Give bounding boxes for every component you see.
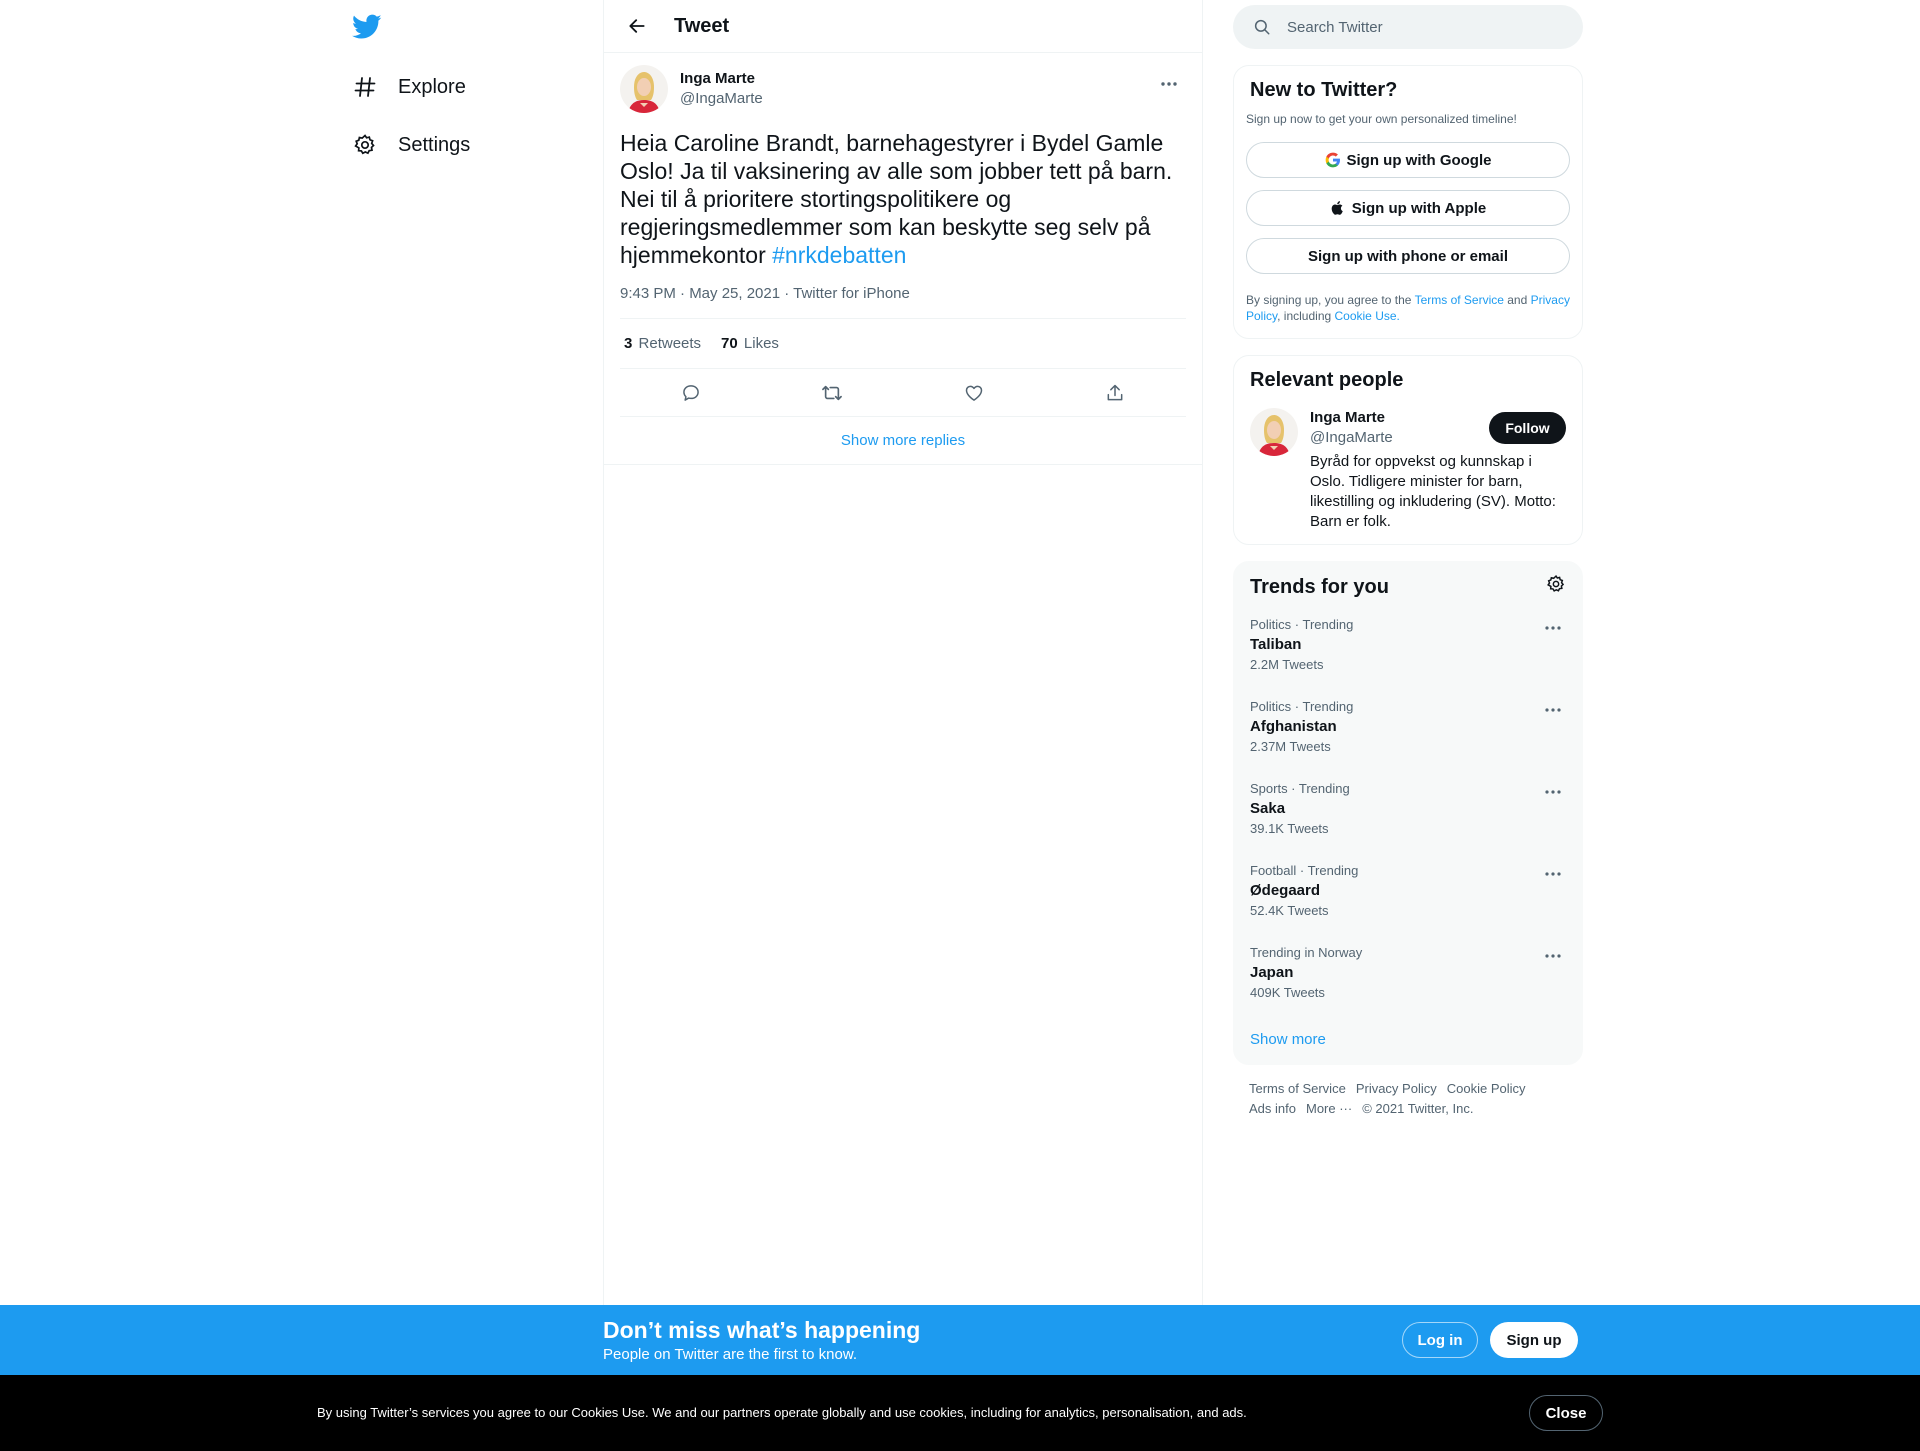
- gear-icon[interactable]: [1546, 574, 1566, 599]
- search-input[interactable]: [1287, 19, 1547, 36]
- signup-banner-subtitle: People on Twitter are the first to know.: [603, 1346, 858, 1363]
- reply-icon[interactable]: [672, 374, 710, 412]
- trend-name: Taliban: [1250, 636, 1302, 653]
- trend-item[interactable]: [1234, 851, 1582, 933]
- more-horizontal-icon[interactable]: [1540, 943, 1566, 969]
- trend-context: Sports · Trending: [1250, 781, 1350, 796]
- signup-phone-label: Sign up with phone or email: [1307, 247, 1508, 265]
- more-horizontal-icon[interactable]: [1540, 697, 1566, 723]
- apple-icon: [1330, 200, 1346, 216]
- trend-context: Politics · Trending: [1250, 699, 1354, 714]
- person-item[interactable]: [1250, 408, 1566, 532]
- google-icon: [1325, 152, 1341, 168]
- signup-banner: [0, 1305, 1920, 1375]
- trends-title: Trends for you: [1250, 575, 1389, 598]
- tweet-stats: [620, 319, 1186, 369]
- trends-show-more-link[interactable]: Show more: [1250, 1031, 1326, 1048]
- gear-icon: [352, 132, 378, 158]
- back-button[interactable]: [620, 9, 654, 43]
- tweet-body: Heia Caroline Brandt, barnehagestyrer i Bydel Gamle Oslo! Ja til vaksinering av alle som jobber tett på barn. Nei til å prioritere stortingspolitikere og regjeringsmedlemmer som kan beskytte seg selv på hjemmekontor: [620, 130, 1173, 268]
- trend-item[interactable]: [1234, 605, 1582, 687]
- trend-context: Politics · Trending: [1250, 617, 1354, 632]
- tweet-column: [603, 0, 1203, 1305]
- avatar[interactable]: [1250, 408, 1298, 456]
- retweets-label: Retweets: [638, 335, 702, 352]
- terms-link[interactable]: Terms of Service: [1414, 293, 1504, 307]
- cookie-banner: [0, 1375, 1920, 1451]
- nav-settings[interactable]: [352, 125, 470, 165]
- share-icon[interactable]: [1096, 374, 1134, 412]
- signup-legal-text: [1246, 292, 1570, 324]
- new-to-twitter-subtitle: Sign up now to get your own personalized timeline!: [1246, 112, 1517, 126]
- trend-count: 39.1K Tweets: [1250, 821, 1329, 836]
- footer-ads-link[interactable]: Ads info: [1249, 1101, 1296, 1116]
- trend-name: Saka: [1250, 800, 1286, 817]
- person-bio: Byråd for oppvekst og kunnskap i Oslo. Tidligere minister for barn, likestilling og inkludering (SV). Motto: Barn er folk.: [1310, 453, 1556, 530]
- trend-count: 2.2M Tweets: [1250, 657, 1324, 672]
- trend-item[interactable]: [1234, 769, 1582, 851]
- trend-name: Ødegaard: [1250, 882, 1321, 899]
- signup-apple-label: Sign up with Apple: [1351, 199, 1487, 217]
- trend-count: 52.4K Tweets: [1250, 903, 1329, 918]
- legal-and: and: [1503, 293, 1531, 307]
- like-icon[interactable]: [955, 374, 993, 412]
- signup-google-button[interactable]: [1246, 142, 1570, 178]
- hashtag-icon: [352, 74, 378, 100]
- retweet-icon[interactable]: [813, 374, 851, 412]
- nav-explore-label: Explore: [398, 75, 466, 98]
- trend-context: Football · Trending: [1250, 863, 1359, 878]
- trends-card: [1233, 561, 1583, 1065]
- author-name[interactable]: Inga Marte: [680, 70, 756, 87]
- more-horizontal-icon[interactable]: [1540, 779, 1566, 805]
- login-button[interactable]: Log in: [1402, 1322, 1478, 1358]
- trend-item[interactable]: [1234, 933, 1582, 1015]
- footer-privacy-link[interactable]: Privacy Policy: [1355, 1081, 1437, 1096]
- trend-context: Trending in Norway: [1250, 945, 1363, 960]
- new-to-twitter-title: New to Twitter?: [1250, 79, 1398, 101]
- likes-label: Likes: [743, 335, 779, 352]
- cookie-use-link[interactable]: Cookie Use.: [1334, 309, 1400, 323]
- arrow-left-icon: [627, 16, 647, 36]
- footer-more-link[interactable]: More ···: [1305, 1101, 1353, 1116]
- retweets-count: 3: [624, 335, 633, 352]
- right-sidebar: [1233, 0, 1583, 1119]
- legal-including: , including: [1277, 309, 1335, 323]
- trend-name: Japan: [1250, 964, 1294, 981]
- tweet-text: [620, 129, 1190, 269]
- more-horizontal-icon: [1160, 81, 1178, 87]
- page-title: Tweet: [674, 14, 730, 37]
- tweet-more-button[interactable]: [1152, 67, 1186, 101]
- show-more-replies-link[interactable]: Show more replies: [604, 417, 1202, 465]
- person-handle[interactable]: @IngaMarte: [1310, 429, 1393, 446]
- legal-prefix: By signing up, you agree to the: [1246, 293, 1415, 307]
- cookie-text: By using Twitter’s services you agree to our Cookies Use. We and our partners operate globally and use cookies, including for analytics, personalisation, and ads.: [317, 1405, 1247, 1420]
- nav-explore[interactable]: [352, 67, 466, 107]
- person-name[interactable]: Inga Marte: [1310, 409, 1386, 426]
- footer-links: [1233, 1079, 1583, 1119]
- trend-count: 2.37M Tweets: [1250, 739, 1331, 754]
- search-box[interactable]: [1233, 5, 1583, 49]
- signup-phone-button[interactable]: [1246, 238, 1570, 274]
- signup-button[interactable]: Sign up: [1490, 1322, 1578, 1358]
- tweet: [604, 53, 1202, 417]
- retweets-stat[interactable]: [624, 335, 701, 352]
- author-handle[interactable]: @IngaMarte: [680, 90, 763, 107]
- tweet-timestamp[interactable]: 9:43 PM · May 25, 2021 · Twitter for iPhone: [620, 285, 1186, 319]
- privacy-link[interactable]: Privacy Policy: [1246, 293, 1570, 323]
- nav-settings-label: Settings: [398, 133, 471, 156]
- more-horizontal-icon[interactable]: [1540, 615, 1566, 641]
- new-to-twitter-card: [1233, 65, 1583, 339]
- signup-google-label: Sign up with Google: [1346, 151, 1492, 169]
- trend-item[interactable]: [1234, 687, 1582, 769]
- tweet-author: [620, 65, 1186, 117]
- likes-stat[interactable]: [721, 335, 779, 352]
- twitter-logo-icon[interactable]: [352, 14, 382, 40]
- avatar[interactable]: [620, 65, 668, 113]
- hashtag-link[interactable]: #nrkdebatten: [772, 242, 907, 268]
- relevant-people-card: [1233, 355, 1583, 545]
- footer-terms-link[interactable]: Terms of Service: [1249, 1081, 1346, 1096]
- search-icon: [1253, 18, 1271, 36]
- page-header: [604, 0, 1202, 53]
- footer-cookie-link[interactable]: Cookie Policy: [1446, 1081, 1526, 1096]
- trend-name: Afghanistan: [1250, 718, 1337, 735]
- footer-copyright: © 2021 Twitter, Inc.: [1362, 1101, 1474, 1116]
- follow-button[interactable]: Follow: [1489, 412, 1566, 444]
- signup-banner-title: Don’t miss what’s happening: [603, 1317, 921, 1343]
- tweet-actions: [620, 369, 1186, 417]
- signup-apple-button[interactable]: [1246, 190, 1570, 226]
- trend-count: 409K Tweets: [1250, 985, 1325, 1000]
- more-horizontal-icon[interactable]: [1540, 861, 1566, 887]
- likes-count: 70: [721, 335, 738, 352]
- relevant-people-title: Relevant people: [1250, 369, 1404, 391]
- close-button[interactable]: Close: [1529, 1395, 1603, 1431]
